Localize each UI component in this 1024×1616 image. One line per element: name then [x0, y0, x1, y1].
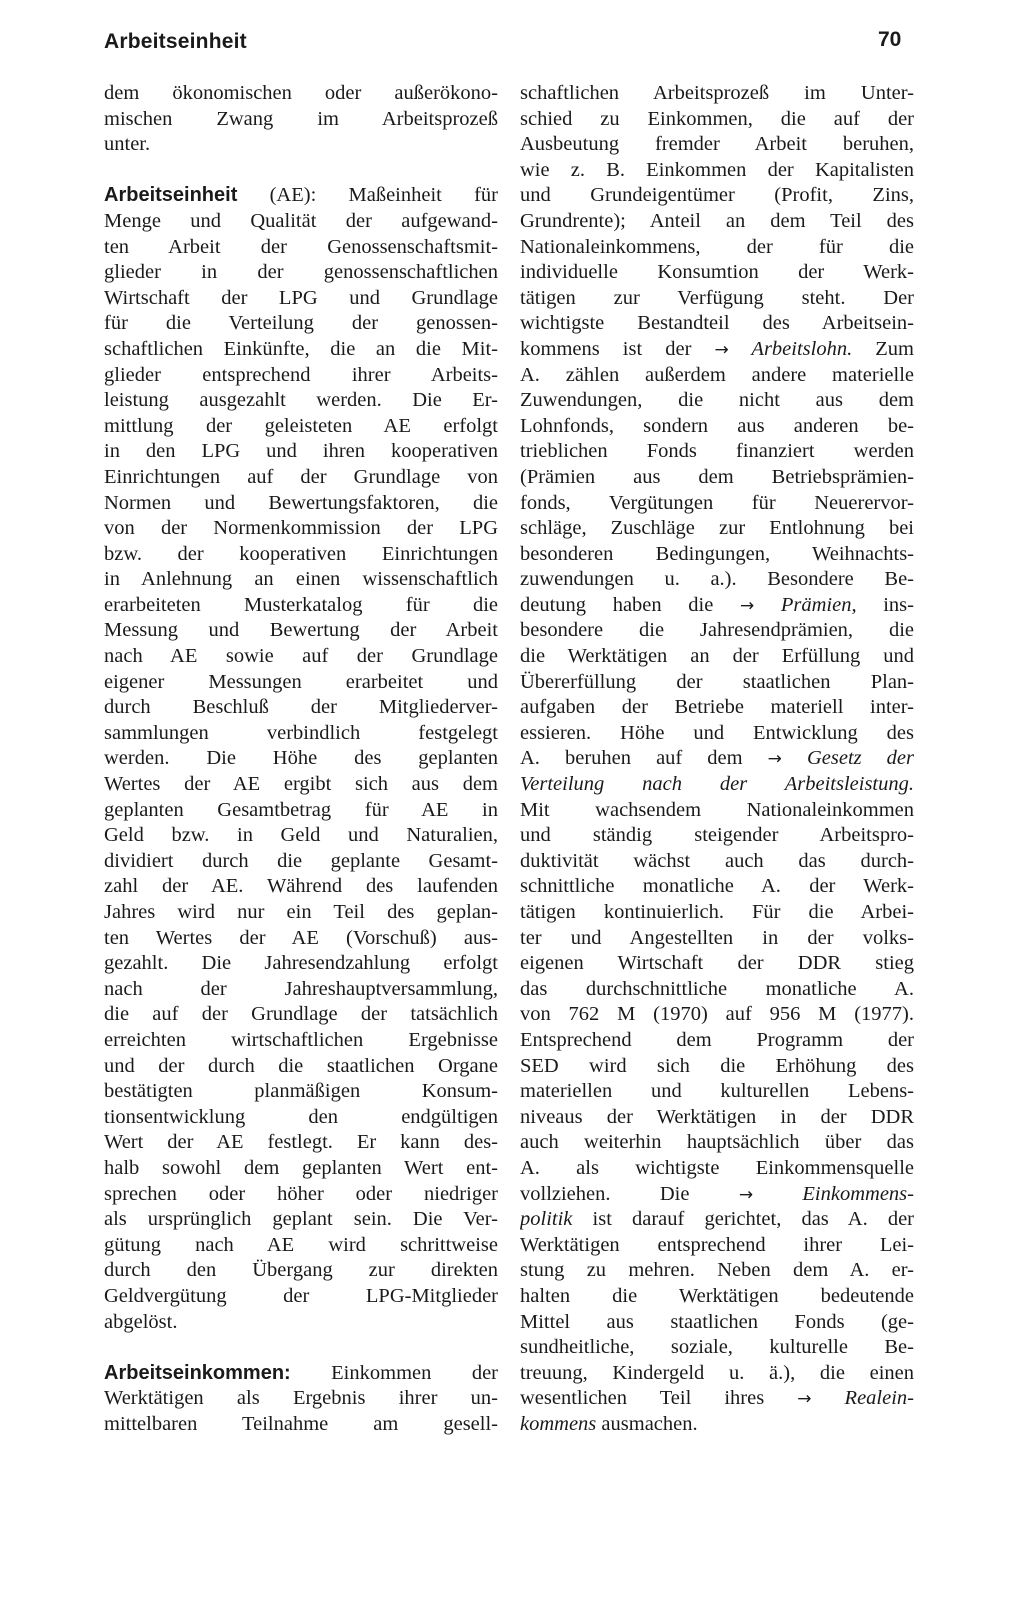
text-line: stung zu mehren. Neben dem A. er- [520, 1259, 914, 1282]
running-head: Arbeitseinheit [104, 30, 247, 53]
text-line: schaftlichen Einkünfte, die an die Mit- [104, 337, 498, 360]
cross-reference-arrow-icon: → [714, 339, 729, 360]
text-line: und Grundeigentümer (Profit, Zins, [520, 184, 914, 207]
text-line: nach der Jahreshauptversammlung, [104, 977, 498, 1000]
text-line: wie z. B. Einkommen der Kapitalisten [520, 158, 914, 181]
text-line: als ursprünglich geplant sein. Die Ver- [104, 1208, 498, 1231]
text-line: Wirtschaft der LPG und Grundlage [104, 286, 498, 309]
text-line: auch weiterhin hauptsächlich über das [520, 1131, 914, 1154]
text-line: abgelöst. [104, 1310, 178, 1333]
text-line: bestätigten planmäßigen Konsum- [104, 1080, 498, 1103]
text-line: tätigen kontinuierlich. Für die Arbei- [520, 901, 914, 923]
text-line: sundheitliche, soziale, kulturelle Be- [520, 1336, 914, 1359]
text-fragment: ins- [856, 593, 914, 616]
text-line: Mit wachsendem Nationaleinkommen [520, 798, 914, 821]
text-line: schläge, Zuschläge zur Entlohnung bei [520, 517, 914, 540]
text-line: eigener Messungen erarbeitet und [104, 670, 498, 693]
text-fragment: deutung haben die [520, 593, 740, 616]
text-line: Einrichtungen auf der Grundlage von [104, 465, 498, 488]
text-line: durch Beschluß der Mitgliederver- [104, 696, 498, 719]
text-fragment: kommens ist der [520, 337, 715, 360]
text-line: die Werktätigen an der Erfüllung und [520, 645, 914, 668]
text-line: geplanten Gesamtbetrag für AE in [104, 798, 498, 821]
text-line: gezahlt. Die Jahresendzahlung erfolgt [104, 952, 498, 975]
text-line: glieder entsprechend ihrer Arbeits- [104, 363, 498, 386]
text-line: dem ökonomischen oder außerökono- [104, 82, 498, 104]
text-line: sprechen oder höher oder niedriger [104, 1182, 498, 1205]
text-line: wichtigste Bestandteil des Arbeitsein- [520, 312, 914, 335]
text-line: halten die Werktätigen bedeutende [520, 1284, 914, 1307]
text-line: materiellen und kulturellen Lebens- [520, 1080, 914, 1103]
cross-reference-term: Prämien, [754, 593, 857, 616]
text-line [104, 1361, 498, 1387]
cross-reference-arrow-icon: → [797, 1389, 812, 1410]
text-line: zuwendungen u. a.). Besondere Be- [520, 568, 914, 591]
text-line: in den LPG und ihren kooperativen [104, 440, 498, 463]
entry-definition-start: (AE): Maßeinheit für [237, 184, 498, 207]
text-line: bzw. der kooperativen Einrichtungen [104, 542, 498, 565]
entry-definition-start: Einkommen der [290, 1361, 498, 1384]
text-line: und ständig steigender Arbeitspro- [520, 824, 914, 847]
text-line: duktivität wächst auch das durch- [520, 849, 914, 872]
paragraph-gap [104, 1335, 498, 1361]
text-line: ter und Angestellten in der volks- [520, 926, 914, 949]
text-line: fonds, Vergütungen für Neuerervor- [520, 491, 914, 514]
left-column [104, 81, 498, 1437]
entry-headword: Arbeitseinheit [104, 184, 238, 207]
text-line: durch den Übergang zur direkten [104, 1259, 498, 1282]
text-line: besondere die Jahresendprämien, die [520, 619, 914, 642]
text-line: schaftlichen Arbeitsprozeß im Unter- [520, 82, 914, 104]
text-line: Lohnfonds, sondern aus anderen be- [520, 414, 914, 437]
text-line: tionsentwicklung den endgültigen [104, 1105, 498, 1128]
text-line: gütung nach AE wird schrittweise [104, 1233, 498, 1256]
text-line: mittlung der geleisteten AE erfolgt [104, 414, 498, 437]
text-line: schnittliche monatliche A. der Werk- [520, 875, 914, 898]
text-line: leistung ausgezahlt werden. Die Er- [104, 389, 498, 412]
text-fragment: ist darauf gerichtet, das A. der [572, 1208, 914, 1231]
text-line: schied zu Einkommen, die auf der [520, 107, 914, 130]
paragraph-gap [104, 158, 498, 184]
text-line: Messung und Bewertung der Arbeit [104, 619, 498, 642]
text-line: Wertes der AE ergibt sich aus dem [104, 773, 498, 796]
text-line: in Anlehnung an einen wissenschaftlich [104, 568, 498, 591]
text-line: individuelle Konsumtion der Werk- [520, 261, 914, 284]
text-line: von 762 M (1970) auf 956 M (1977). [520, 1003, 914, 1026]
cross-reference-term: Arbeitslohn. [728, 337, 853, 360]
text-line: Jahres wird nur ein Teil des geplan- [104, 901, 498, 923]
cross-reference-term: Realein- [811, 1387, 914, 1410]
text-fragment: A. beruhen auf dem [520, 747, 768, 770]
text-line: Ausbeutung fremder Arbeit beruhen, [520, 133, 914, 156]
text-line: und der durch die staatlichen Organe [104, 1054, 498, 1077]
text-line: dividiert durch die geplante Gesamt- [104, 849, 498, 872]
text-line: ten Wertes der AE (Vorschuß) aus- [104, 926, 498, 949]
text-line: Menge und Qualität der aufgewand- [104, 209, 498, 232]
text-line: Übererfüllung der staatlichen Plan- [520, 670, 914, 693]
text-line: erreichten wirtschaftlichen Ergebnisse [104, 1028, 498, 1051]
text-line: das durchschnittliche monatliche A. [520, 977, 914, 1000]
text-line: Grundrente); Anteil an dem Teil des [520, 209, 914, 232]
cross-reference-term: politik [520, 1208, 573, 1231]
text-line: Geld bzw. in Geld und Naturalien, [104, 824, 498, 847]
text-line: Zuwendungen, die nicht aus dem [520, 389, 914, 412]
text-line [520, 1182, 914, 1208]
text-line: von der Normenkommission der LPG [104, 517, 498, 540]
text-line: Mittel aus staatlichen Fonds (ge- [520, 1310, 914, 1333]
text-line: für die Verteilung der genossen- [104, 312, 498, 335]
text-line: eigenen Wirtschaft der DDR stieg [520, 952, 914, 975]
cross-reference-arrow-icon: → [767, 749, 782, 770]
text-line [520, 772, 914, 798]
text-line [520, 1386, 914, 1412]
text-line: A. zählen außerdem andere materielle [520, 363, 914, 386]
text-line: Geldvergütung der LPG-Mitglieder [104, 1284, 498, 1307]
text-line: aufgaben der Betriebe materiell inter- [520, 696, 914, 719]
text-line: werden. Die Höhe des geplanten [104, 747, 498, 770]
text-line [520, 1412, 914, 1438]
text-line: treuung, Kindergeld u. ä.), die einen [520, 1361, 914, 1384]
text-line: Normen und Bewertungsfaktoren, die [104, 491, 498, 514]
text-line: nach AE sowie auf der Grundlage [104, 645, 498, 668]
text-line: A. als wichtigste Einkommensquelle [520, 1156, 914, 1179]
text-line: trieblichen Fonds finanziert werden [520, 440, 914, 463]
cross-reference-arrow-icon: → [739, 595, 755, 616]
text-line: essieren. Höhe und Entwicklung des [520, 721, 914, 744]
right-column [520, 81, 914, 1437]
entry-headword: Arbeitseinkommen: [104, 1361, 291, 1384]
cross-reference-term: kommens [520, 1412, 597, 1435]
text-line [520, 746, 914, 772]
text-line: halb sowohl dem geplanten Wert ent- [104, 1156, 498, 1179]
text-line: erarbeiteten Musterkatalog für die [104, 593, 498, 616]
text-line: SED wird sich die Erhöhung des [520, 1054, 914, 1077]
text-line: Nationaleinkommens, der für die [520, 235, 914, 258]
cross-reference-term: Verteilung nach der Arbeitsleistung. [520, 773, 914, 796]
text-fragment: vollziehen. Die [520, 1182, 739, 1205]
text-fragment: ausmachen. [596, 1412, 698, 1435]
text-line: tätigen zur Verfügung steht. Der [520, 286, 914, 309]
text-line [520, 593, 914, 619]
text-line: Werktätigen entsprechend ihrer Lei- [520, 1233, 914, 1256]
cross-reference-term: Gesetz der [781, 747, 914, 770]
page-number: 70 [878, 28, 902, 51]
text-line: unter. [104, 133, 151, 156]
text-line: Entsprechend dem Programm der [520, 1028, 914, 1051]
text-fragment: wesentlichen Teil ihres [520, 1387, 798, 1410]
text-line: Wert der AE festlegt. Er kann des- [104, 1131, 498, 1154]
text-line: mischen Zwang im Arbeitsprozeß [104, 107, 498, 130]
text-line [520, 1207, 914, 1233]
text-line: besonderen Bedingungen, Weihnachts- [520, 542, 914, 565]
cross-reference-arrow-icon: → [738, 1184, 754, 1205]
text-line: die auf der Grundlage der tatsächlich [104, 1003, 498, 1026]
text-line: niveaus der Werktätigen in der DDR [520, 1105, 914, 1128]
text-line: glieder in der genossenschaftlichen [104, 261, 498, 284]
text-line: sammlungen verbindlich festgelegt [104, 721, 498, 744]
text-line: ten Arbeit der Genossenschaftsmit- [104, 235, 498, 258]
text-fragment: Zum [852, 337, 914, 360]
text-line: zahl der AE. Während des laufenden [104, 875, 498, 898]
text-line: Werktätigen als Ergebnis ihrer un- [104, 1387, 498, 1410]
text-line: mittelbaren Teilnahme am gesell- [104, 1412, 498, 1435]
text-line [520, 337, 914, 363]
cross-reference-term: Einkommens- [753, 1182, 914, 1205]
text-line: (Prämien aus dem Betriebsprämien- [520, 465, 914, 488]
text-line [104, 183, 498, 209]
